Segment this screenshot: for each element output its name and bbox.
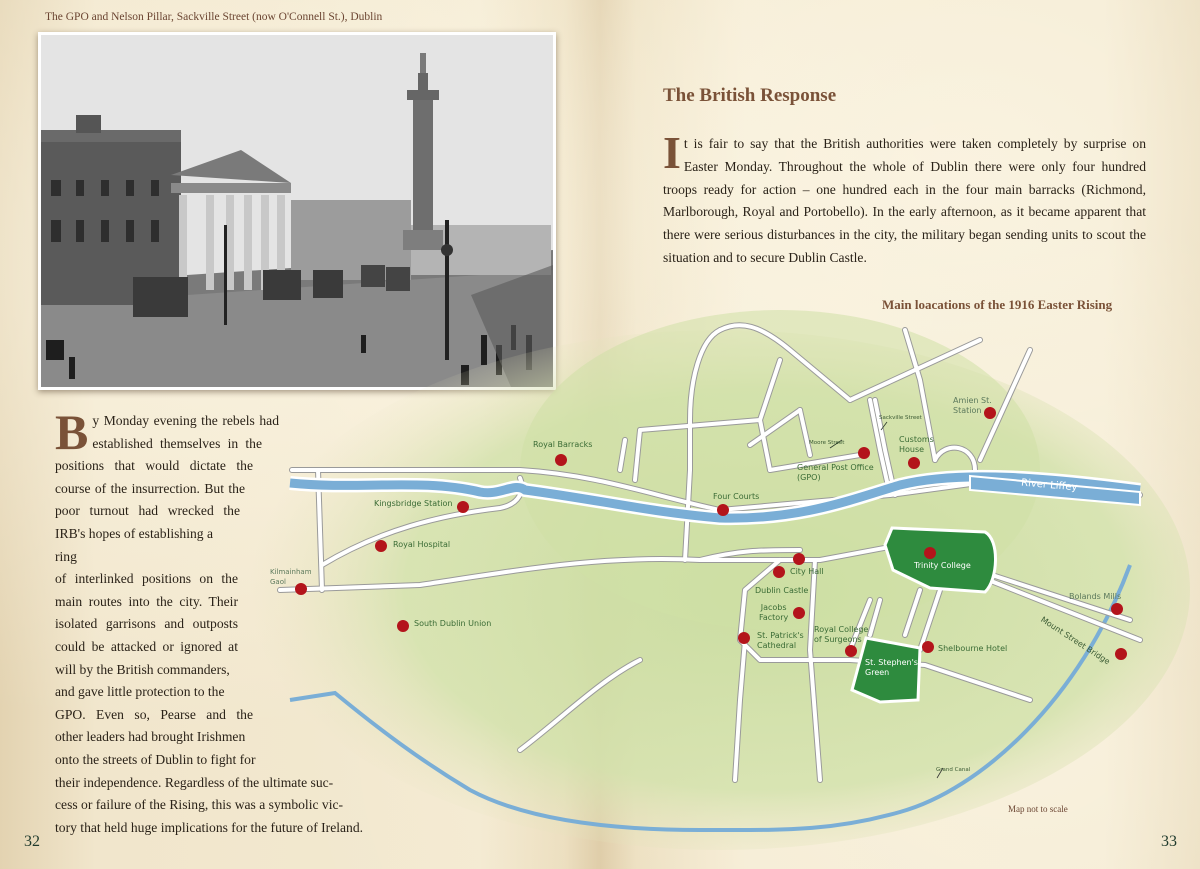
label-four-courts: Four Courts <box>713 492 760 501</box>
label-st-patricks-cathedral: St. Patrick's Cathedral <box>757 631 804 650</box>
text-line: y Monday evening the rebels had <box>92 413 279 428</box>
label-dublin-castle: Dublin Castle <box>755 586 809 595</box>
label-city-hall: City Hall <box>790 567 824 576</box>
text-line: onto the streets of Dublin to fight for <box>55 751 256 767</box>
text-line: GPO. Even so, Pearse and the <box>55 706 253 722</box>
label-st-stephens-green: St. Stephen's Green <box>865 658 918 677</box>
right-body-text <box>663 127 1146 270</box>
text-line: poor turnout had wrecked the <box>55 503 240 519</box>
label-sackville-street: Sackville Street <box>879 415 922 421</box>
text-line: could be attacked or ignored at <box>55 638 238 654</box>
photo-caption: The GPO and Nelson Pillar, Sackville Street (now O'Connell St.), Dublin <box>45 11 383 23</box>
label-trinity-college: Trinity College <box>914 561 971 570</box>
label-customs-house: Customs House <box>899 435 934 454</box>
text-line: tory that held huge implications for the future of Ireland. <box>55 819 364 835</box>
text-line: other leaders had brought Irishmen <box>55 729 246 745</box>
label-royal-college-of-surgeons: Royal College of Surgeons <box>814 625 869 644</box>
text-line: course of the insurrection. But the <box>55 480 245 496</box>
label-kingsbridge-station: Kingsbridge Station <box>374 499 453 508</box>
text-line: will by the British commanders, <box>55 661 230 677</box>
drop-cap-i: I <box>663 127 681 178</box>
text-line: positions that would dictate the <box>55 458 253 474</box>
page-number-left: 32 <box>24 833 40 850</box>
text-line: isolated garrisons and outposts <box>55 616 238 632</box>
label-river-liffey: River Liffey <box>1020 477 1078 494</box>
label-kilmainham: Kilmainham Gaol <box>270 568 312 586</box>
text-line: IRB's hopes of establishing a ring <box>55 525 214 564</box>
label-south-dublin-union: South Dublin Union <box>414 619 492 628</box>
map-title: Main loacations of the 1916 Easter Rising <box>882 297 1113 312</box>
label-grand-canal: Grand Canal <box>936 767 971 773</box>
page-number-right: 33 <box>1161 833 1177 850</box>
label-royal-hospital: Royal Hospital <box>393 540 451 549</box>
label-mount-street-bridge: Mount Street Bridge <box>1039 615 1112 667</box>
text-line: of interlinked positions on the <box>55 571 238 587</box>
text-line: their independence. Regardless of the ultimate suc- <box>55 774 334 790</box>
drop-cap-b: B <box>55 404 89 460</box>
label-gpo: General Post Office (GPO) <box>797 463 874 482</box>
label-jacobs-factory: Jacobs Factory <box>759 603 789 622</box>
text-line: main routes into the city. Their <box>55 593 238 609</box>
paragraph: t is fair to say that the British authorities were taken completely by surprise on Easter Monday. Throughout the whole of Dublin there were only four hundred troops ready for action – one hundred each in the four main barracks (Richmond, Marlborough, Royal and Portobello). In the early afternoon, as it became apparent that there were serious disturbances in the city, the military began sending units to scout the situation and to secure Dublin Castle. <box>663 136 1146 265</box>
label-shelbourne-hotel: Shelbourne Hotel <box>938 644 1008 653</box>
section-heading: The British Response <box>663 85 837 106</box>
map-scale-note: Map not to scale <box>1008 804 1068 814</box>
label-royal-barracks: Royal Barracks <box>533 440 593 449</box>
text-line: and gave little protection to the <box>55 684 225 700</box>
text-line: cess or failure of the Rising, this was a symbolic vic- <box>55 797 344 813</box>
text-line: established themselves in the <box>92 435 262 451</box>
label-bolands-mills: Bolands Mills <box>1069 592 1122 601</box>
label-moore-street: Moore Street <box>809 440 845 446</box>
label-amien-st-station: Amien St. Station <box>953 396 992 415</box>
